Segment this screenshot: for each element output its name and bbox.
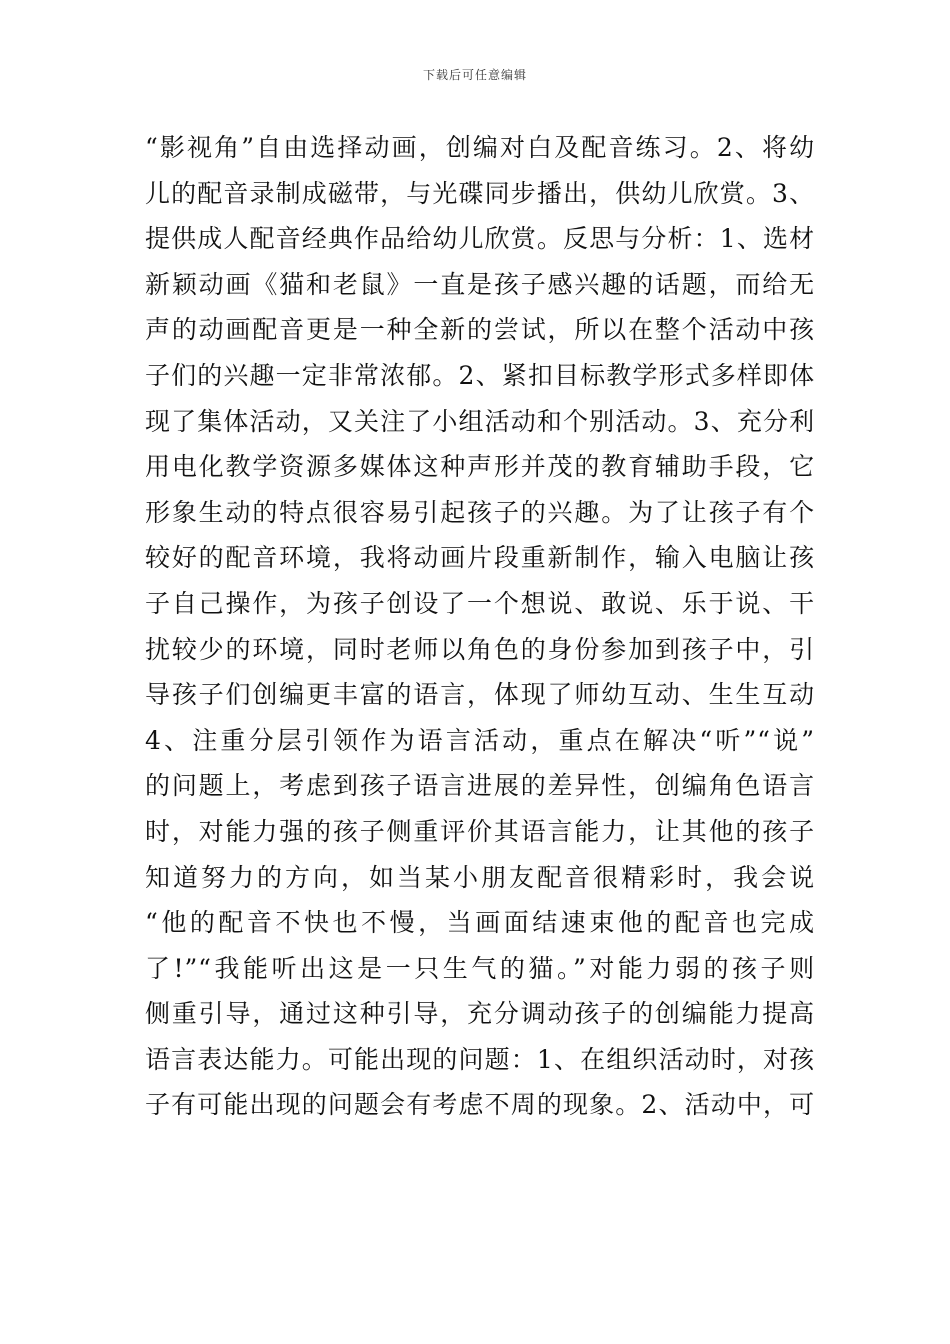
text-line: 侧重引导，通过这种引导，充分调动孩子的创编能力提高 (145, 999, 815, 1029)
text-line: 用电化教学资源多媒体这种声形并茂的教育辅助手段，它 (145, 452, 815, 482)
text-line: 声的动画配音更是一种全新的尝试，所以在整个活动中孩 (145, 315, 815, 345)
text-line: 儿的配音录制成磁带，与光碟同步播出，供幼儿欣赏。3、 (145, 178, 815, 208)
text-line: 了!”“我能听出这是一只生气的猫。”对能力弱的孩子则 (145, 953, 815, 983)
text-line: 较好的配音环境，我将动画片段重新制作，输入电脑让孩 (145, 543, 815, 573)
text-line: 语言表达能力。可能出现的问题：1、在组织活动时，对孩 (145, 1044, 815, 1074)
text-line: 扰较少的环境，同时老师以角色的身份参加到孩子中，引 (145, 634, 815, 664)
text-line: 子们的兴趣一定非常浓郁。2、紧扣目标教学形式多样即体 (145, 360, 815, 390)
text-line: 4、注重分层引领作为语言活动，重点在解决“听”“说” (145, 725, 815, 755)
text-line: “影视角”自由选择动画，创编对白及配音练习。2、将幼 (145, 133, 815, 162)
body-text (145, 125, 815, 1128)
text-line: 时，对能力强的孩子侧重评价其语言能力，让其他的孩子 (145, 816, 815, 846)
text-line: 导孩子们创编更丰富的语言，体现了师幼互动、生生互动 (145, 680, 815, 710)
text-line: 子自己操作，为孩子创设了一个想说、敢说、乐于说、干 (145, 588, 815, 618)
text-line: 子有可能出现的问题会有考虑不周的现象。2、活动中，可 (145, 1090, 815, 1120)
text-line: 新颖动画《猫和老鼠》一直是孩子感兴趣的话题，而给无 (145, 269, 815, 299)
text-line: “他的配音不快也不慢，当画面结速束他的配音也完成 (145, 908, 815, 938)
text-line: 知道努力的方向，如当某小朋友配音很精彩时，我会说 (145, 862, 815, 892)
text-line: 现了集体活动，又关注了小组活动和个别活动。3、充分利 (145, 406, 815, 436)
page-header: 下载后可任意编辑 (422, 68, 527, 82)
text-line: 提供成人配音经典作品给幼儿欣赏。反思与分析：1、选材 (145, 224, 815, 254)
text-line: 的问题上，考虑到孩子语言进展的差异性，创编角色语言 (145, 771, 815, 801)
text-line: 形象生动的特点很容易引起孩子的兴趣。为了让孩子有个 (145, 497, 815, 527)
